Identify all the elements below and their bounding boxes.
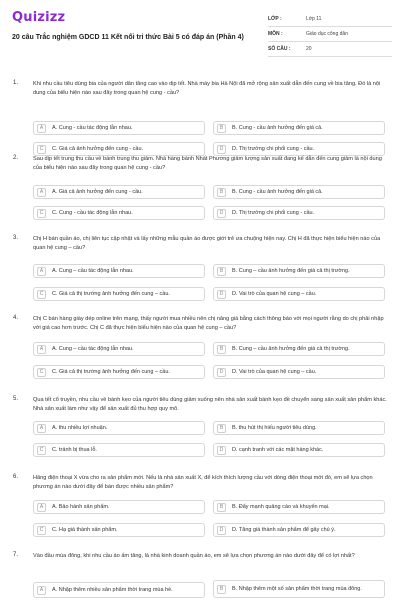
- answer-option[interactable]: [213, 580, 385, 598]
- option-text: D. cạnh tranh với các mặt hàng khác.: [232, 447, 324, 453]
- meta-value: 20: [306, 46, 312, 52]
- meta-value: Giáo dục công dân: [306, 31, 348, 37]
- question-number: 5.: [13, 396, 19, 402]
- option-letter-badge: B: [217, 503, 226, 512]
- answer-option[interactable]: [33, 142, 205, 156]
- option-letter-badge: A: [37, 124, 46, 133]
- option-letter-badge: D: [217, 145, 226, 154]
- option-letter-badge: D: [217, 446, 226, 455]
- answer-option[interactable]: [213, 342, 385, 356]
- option-text: B. Nhập thêm một số sản phẩm thời trang mùa đông.: [232, 586, 362, 592]
- option-letter-badge: B: [217, 267, 226, 276]
- option-letter-badge: A: [37, 188, 46, 197]
- meta-row-subject: [268, 27, 392, 42]
- answer-option[interactable]: [33, 121, 205, 135]
- option-text: D. Vai trò của quan hệ cung – cầu.: [232, 369, 317, 375]
- option-letter-badge: D: [217, 290, 226, 299]
- answer-option[interactable]: [213, 443, 385, 457]
- answer-option[interactable]: [213, 142, 385, 156]
- option-text: C. Cung - cầu tác động lẫn nhau.: [52, 210, 133, 216]
- option-letter-badge: D: [217, 368, 226, 377]
- option-text: B. Đẩy mạnh quảng cáo và khuyến mại.: [232, 504, 330, 510]
- option-text: D. Thị trường chi phối cung - cầu.: [232, 146, 315, 152]
- question-number: 4.: [13, 315, 19, 321]
- option-letter-badge: D: [217, 209, 226, 218]
- answer-option[interactable]: [33, 365, 205, 379]
- option-text: B. Cung - cầu ảnh hưởng đến giá cả.: [232, 125, 323, 131]
- option-text: A. thu nhiều lợi nhuận.: [52, 425, 108, 431]
- question-number: 3.: [13, 235, 19, 241]
- option-letter-badge: C: [37, 368, 46, 377]
- meta-label: LỚP :: [268, 16, 282, 22]
- answer-option[interactable]: [33, 500, 205, 514]
- option-letter-badge: B: [217, 345, 226, 354]
- option-letter-badge: C: [37, 209, 46, 218]
- option-text: B. Cung - cầu ảnh hưởng đến giá cả.: [232, 189, 323, 195]
- question-text: Chị H bán quần áo, chị liên tục cập nhật và lấy những mẫu quần áo được giới trẻ ưa chuộng hiện nay. Chị H đã thực hiện biểu hiện nào của quan hệ cung – cầu?: [33, 236, 381, 251]
- question-number: 2.: [13, 155, 19, 161]
- question-text: Chị C bán hàng giày dép online trên mạng, thấy người mua nhiều nên chị nâng giá bằng cách thông báo với mọi người rằng do chị phải nhập với giá cao hơn trước. Chị C đã thực hiện biểu hiện nào của quan hệ cung – cầu?: [33, 316, 384, 331]
- answer-option[interactable]: [33, 264, 205, 278]
- option-text: D. Thị trường chi phối cung - cầu.: [232, 210, 315, 216]
- meta-label: MÔN :: [268, 31, 283, 37]
- option-text: C. tránh bị thua lỗ.: [52, 447, 97, 453]
- option-letter-badge: B: [217, 424, 226, 433]
- meta-row-question-count: [268, 42, 392, 57]
- answer-option[interactable]: [213, 421, 385, 435]
- answer-option[interactable]: [213, 523, 385, 537]
- option-letter-badge: A: [37, 503, 46, 512]
- answer-option[interactable]: [213, 500, 385, 514]
- option-text: C. Giá cả ảnh hưởng đến cung - cầu.: [52, 146, 144, 152]
- option-text: A. Cung - cầu tác động lẫn nhau.: [52, 125, 133, 131]
- quizizz-logo[interactable]: Quizizz: [12, 10, 66, 25]
- question-text: Vào đầu mùa đông, khi nhu cầu áo ấm tăng, là nhà kinh doanh quần áo, em sẽ lựa chọn phương án nào dưới đây để có lợi nhất?: [33, 553, 355, 559]
- question-text: Qua tết cổ truyền, nhu cầu về bánh kẹo của người tiêu dùng giảm xuống nên nhà sản xuất bánh kẹo đề chuyển sang sản xuất sản phẩm khác. Nhà sản xuất làm như vậy để sản xuất đủ thu hợp quy mô.: [33, 397, 387, 412]
- question-text: Sau dịp tết trung thu cầu về bánh trung thu giảm. Nhà hàng bánh Nhất Phương giảm lượng sản xuất đang kế dẫn đến cung giảm là nội dung của biểu hiện nào sau đây trong quan hệ cung - cầu?: [33, 156, 382, 171]
- option-text: D. Vai trò của quan hệ cung – cầu.: [232, 291, 317, 297]
- question-number: 6.: [13, 474, 19, 480]
- option-text: B. Cung – cầu ảnh hưởng đến giá cả thị trường.: [232, 268, 350, 274]
- quiz-meta-table: [268, 12, 392, 57]
- option-letter-badge: B: [217, 188, 226, 197]
- option-text: B. thu hút thị hiếu người tiêu dùng.: [232, 425, 317, 431]
- option-letter-badge: A: [37, 424, 46, 433]
- option-text: B. Cung – cầu ảnh hưởng đến giá cả thị trường.: [232, 346, 350, 352]
- answer-option[interactable]: [213, 206, 385, 220]
- option-letter-badge: C: [37, 145, 46, 154]
- answer-option[interactable]: [33, 523, 205, 537]
- answer-option[interactable]: [33, 421, 205, 435]
- option-letter-badge: B: [217, 124, 226, 133]
- option-text: C. Giá cả thị trường ảnh hưởng đến cung – cầu.: [52, 291, 170, 297]
- option-letter-badge: A: [37, 586, 46, 595]
- option-letter-badge: B: [217, 585, 226, 594]
- meta-row-class: [268, 12, 392, 27]
- option-text: A. Giá cả ảnh hưởng đến cung - cầu.: [52, 189, 143, 195]
- answer-option[interactable]: [213, 264, 385, 278]
- option-letter-badge: C: [37, 290, 46, 299]
- option-letter-badge: D: [217, 526, 226, 535]
- option-text: A. Cung – cầu tác động lẫn nhau.: [52, 346, 134, 352]
- answer-option[interactable]: [213, 365, 385, 379]
- meta-label: SỐ CÂU :: [268, 46, 291, 52]
- answer-option[interactable]: [33, 287, 205, 301]
- answer-option[interactable]: [33, 206, 205, 220]
- option-letter-badge: C: [37, 526, 46, 535]
- option-text: A. Nhập thêm nhiều sản phẩm thời trang mùa hè.: [52, 587, 173, 593]
- answer-option[interactable]: [213, 185, 385, 199]
- option-text: A. Bảo hành sản phẩm.: [52, 504, 110, 510]
- option-text: A. Cung – cầu tác động lẫn nhau.: [52, 268, 134, 274]
- answer-option[interactable]: [213, 287, 385, 301]
- option-letter-badge: A: [37, 267, 46, 276]
- question-text: Hãng điện thoại X vừa cho ra sản phẩm mới. Nếu là nhà sản xuất X, để kích thích lượng cầu với dòng điện thoại mới đó, em sẽ lựa chọn phương án nào dưới đây để bán được nhiều sản phẩm?: [33, 475, 373, 490]
- answer-option[interactable]: [213, 121, 385, 135]
- question-number: 1.: [13, 80, 19, 86]
- page-title: 20 câu Trắc nghiệm GDCD 11 Kết nối tri thức Bài 5 có đáp án (Phần 4): [12, 34, 244, 41]
- option-letter-badge: A: [37, 345, 46, 354]
- option-text: D. Tăng giá thành sản phẩm để gây chú ý.: [232, 527, 336, 533]
- answer-option[interactable]: [33, 443, 205, 457]
- option-text: C. Giá cả thị trường ảnh hưởng đến cung – cầu.: [52, 369, 170, 375]
- answer-option[interactable]: [33, 582, 205, 598]
- meta-value: Lớp 11: [306, 16, 322, 22]
- answer-option[interactable]: [33, 342, 205, 356]
- option-text: C. Hạ giá thành sản phẩm.: [52, 527, 118, 533]
- answer-option[interactable]: [33, 185, 205, 199]
- page-header: [0, 0, 400, 66]
- question-number: 7.: [13, 552, 19, 558]
- question-text: Khi nhu cầu tiêu dùng bia của người dân tăng cao vào dịp tết. Nhà máy bia Hà Nội đã mở rộng sản xuất dẫn đến cung về bia tăng. Đó là nội dung của biểu hiện nào sau đây trong quan hệ cung - cầu?: [33, 81, 381, 96]
- option-letter-badge: C: [37, 446, 46, 455]
